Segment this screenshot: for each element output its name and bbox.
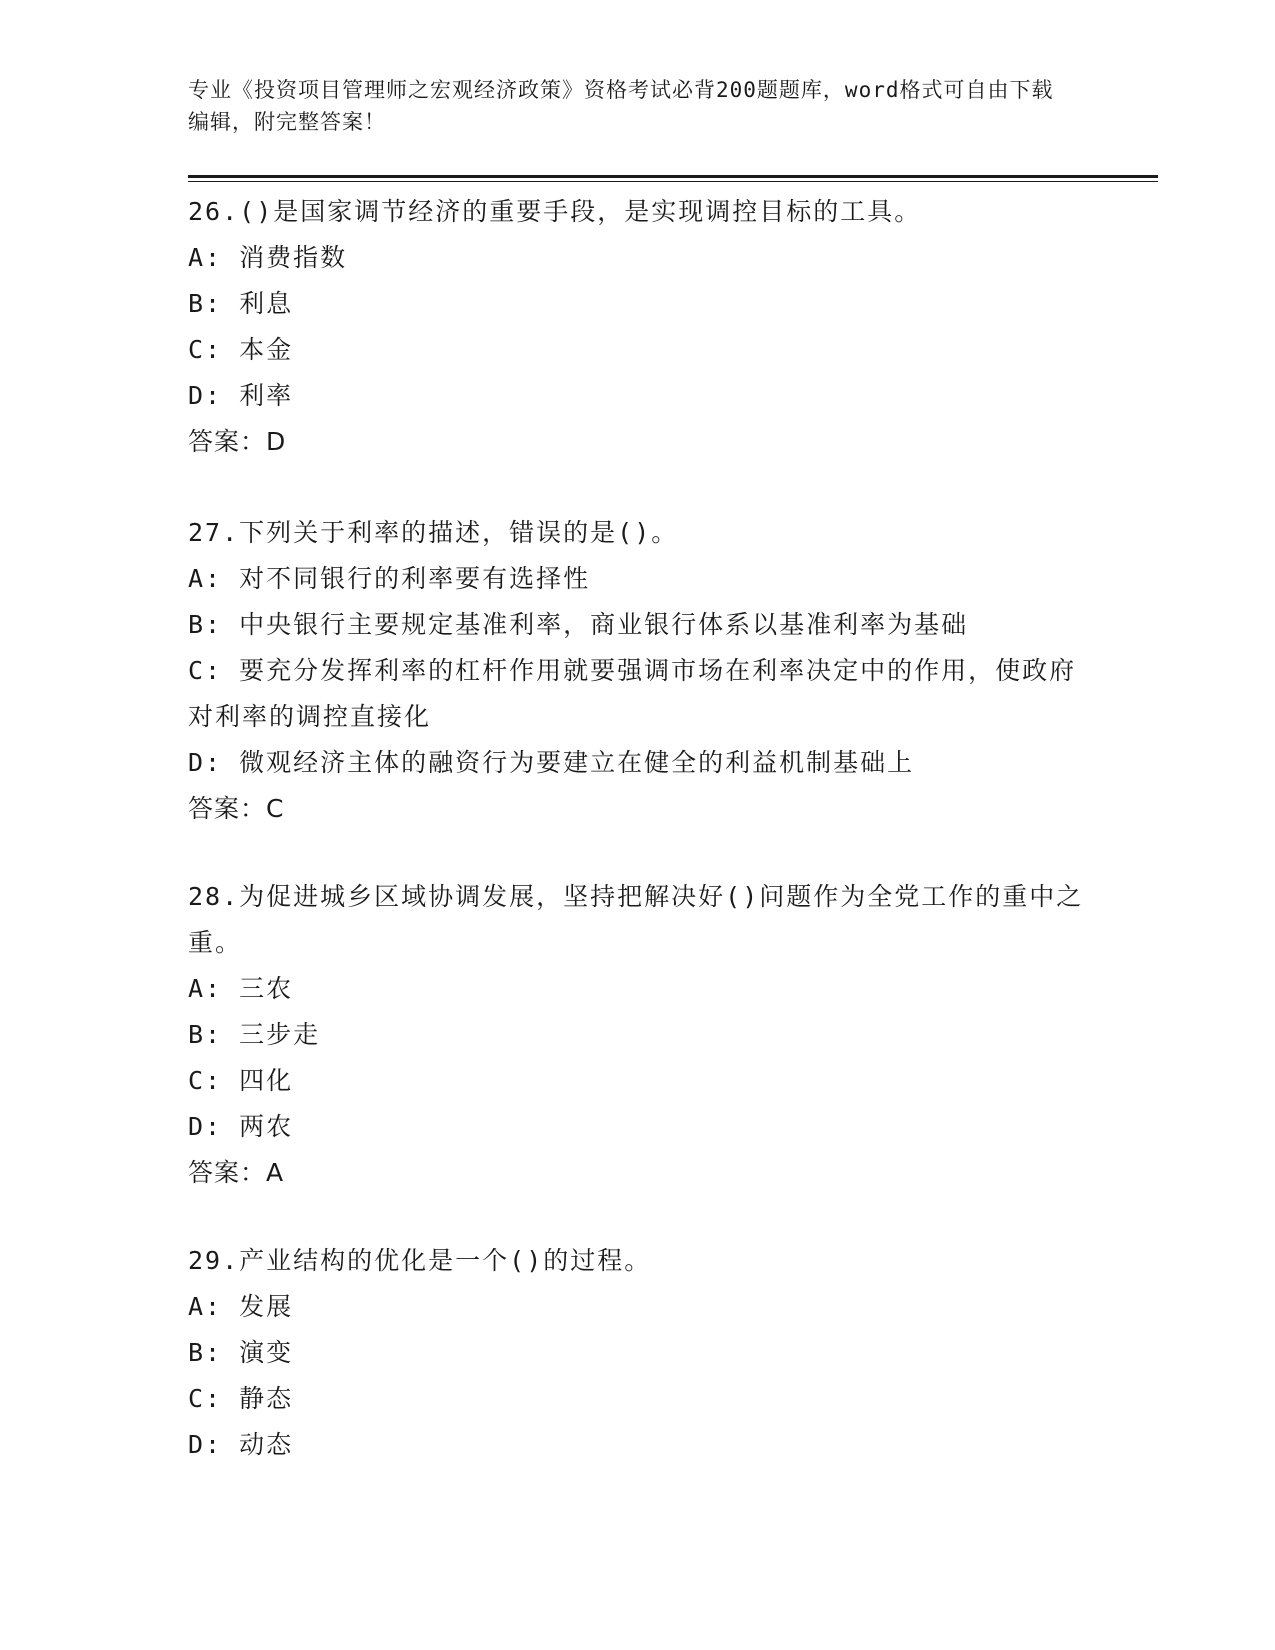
- question-stem: 26.()是国家调节经济的重要手段，是实现调控目标的工具。: [188, 197, 922, 226]
- option-c: C: 要充分发挥利率的杠杆作用就要强调市场在利率决定中的作用，使政府对利率的调控直接化: [188, 656, 1077, 731]
- option-b: B: 中央银行主要规定基准利率，商业银行体系以基准利率为基础: [188, 610, 969, 639]
- document-header: 专业《投资项目管理师之宏观经济政策》资格考试必背200题题库，word格式可自由下载编辑，附完整答案！: [188, 78, 1054, 134]
- question-stem: 29.产业结构的优化是一个()的过程。: [188, 1246, 652, 1275]
- option-c: C: 本金: [188, 335, 294, 364]
- option-d: D: 动态: [188, 1430, 294, 1459]
- answer: 答案：D: [188, 427, 287, 456]
- option-b: B: 利息: [188, 289, 294, 318]
- header-divider-thick: [188, 175, 1158, 178]
- question-stem: 27.下列关于利率的描述，错误的是()。: [188, 518, 679, 547]
- option-d: D: 两农: [188, 1112, 294, 1141]
- option-d: D: 微观经济主体的融资行为要建立在健全的利益机制基础上: [188, 748, 915, 777]
- answer: 答案：A: [188, 1158, 285, 1187]
- option-a: A: 对不同银行的利率要有选择性: [188, 564, 591, 593]
- question-stem: 28.为促进城乡区域协调发展，坚持把解决好()问题作为全党工作的重中之重。: [188, 882, 1084, 957]
- option-b: B: 演变: [188, 1338, 294, 1367]
- question-27: [188, 510, 1088, 832]
- question-28: [188, 874, 1088, 1196]
- question-26: [188, 189, 1088, 465]
- header-divider-thin: [188, 181, 1158, 182]
- option-c: C: 四化: [188, 1066, 294, 1095]
- option-a: A: 发展: [188, 1292, 294, 1321]
- option-c: C: 静态: [188, 1384, 294, 1413]
- option-d: D: 利率: [188, 381, 294, 410]
- answer: 答案：C: [188, 794, 285, 823]
- question-29: [188, 1238, 1088, 1468]
- option-a: A: 消费指数: [188, 243, 348, 272]
- option-b: B: 三步走: [188, 1020, 321, 1049]
- option-a: A: 三农: [188, 974, 294, 1003]
